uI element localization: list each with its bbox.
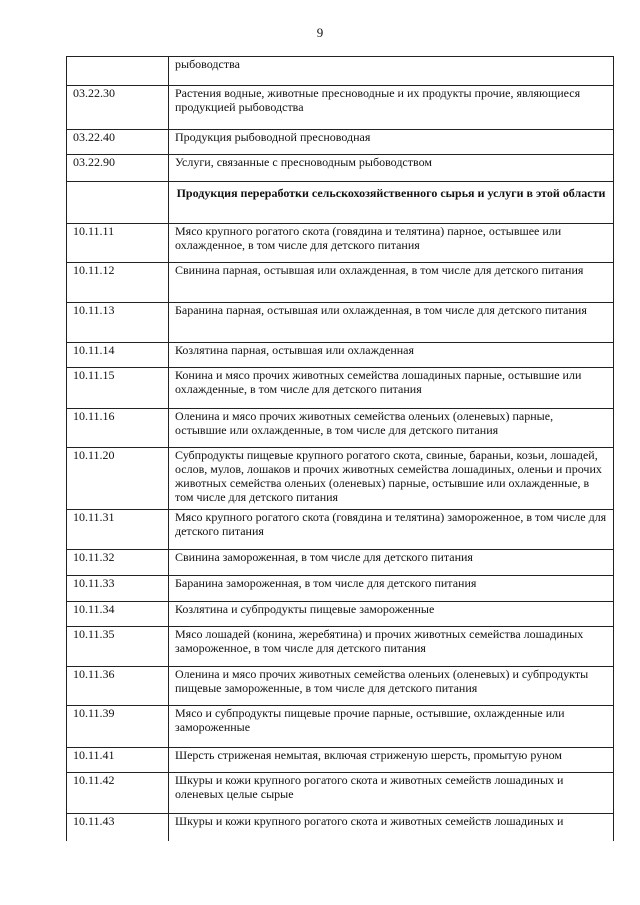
- description-cell: Услуги, связанные с пресноводным рыбоводством: [169, 155, 614, 182]
- description-cell: Мясо лошадей (конина, жеребятина) и прочих животных семейства лошадиных замороженное, в том числе для детского питания: [169, 627, 614, 667]
- code-cell: 10.11.35: [67, 627, 169, 667]
- description-cell: Оленина и мясо прочих животных семейства оленьих (оленевых) и субпродукты пищевые замороженные, в том числе для детского питания: [169, 667, 614, 706]
- code-cell: 10.11.20: [67, 448, 169, 510]
- table-row: [67, 627, 614, 667]
- description-cell: Баранина замороженная, в том числе для детского питания: [169, 576, 614, 602]
- table-row: [67, 130, 614, 155]
- code-cell: [67, 182, 169, 224]
- code-cell: 10.11.14: [67, 343, 169, 368]
- description-cell: Конина и мясо прочих животных семейства лошадиных парные, остывшие или охлажденные, в том числе для детского питания: [169, 368, 614, 409]
- code-cell: 10.11.11: [67, 224, 169, 263]
- okpd-code-table: [66, 56, 614, 841]
- table-row: [67, 510, 614, 550]
- table-row: [67, 814, 614, 841]
- table-row: [67, 155, 614, 182]
- description-cell: Растения водные, животные пресноводные и их продукты прочие, являющиеся продукцией рыбоводства: [169, 86, 614, 130]
- table-row: [67, 667, 614, 706]
- code-cell: 10.11.16: [67, 409, 169, 448]
- code-cell: 10.11.31: [67, 510, 169, 550]
- page-number: 9: [316, 25, 324, 40]
- description-cell: Шкуры и кожи крупного рогатого скота и животных семейств лошадиных и оленевых целые сырые: [169, 773, 614, 814]
- code-cell: 10.11.36: [67, 667, 169, 706]
- code-cell: 03.22.40: [67, 130, 169, 155]
- table-row: [67, 224, 614, 263]
- code-cell: 10.11.33: [67, 576, 169, 602]
- code-cell: 10.11.12: [67, 263, 169, 303]
- code-cell: 10.11.43: [67, 814, 169, 841]
- table-row: [67, 368, 614, 409]
- table-row: [67, 550, 614, 576]
- description-cell: Оленина и мясо прочих животных семейства оленьих (оленевых) парные, остывшие или охлажденные, в том числе для детского питания: [169, 409, 614, 448]
- code-cell: 10.11.42: [67, 773, 169, 814]
- code-cell: 10.11.15: [67, 368, 169, 409]
- description-cell: Продукция рыбоводной пресноводная: [169, 130, 614, 155]
- description-cell: Козлятина парная, остывшая или охлажденная: [169, 343, 614, 368]
- code-cell: 03.22.30: [67, 86, 169, 130]
- table-row: [67, 576, 614, 602]
- table-row: [67, 263, 614, 303]
- description-cell: Козлятина и субпродукты пищевые замороженные: [169, 602, 614, 627]
- table-row: [67, 602, 614, 627]
- code-cell: 10.11.13: [67, 303, 169, 343]
- description-cell: Шерсть стриженая немытая, включая стриженую шерсть, промытую руном: [169, 748, 614, 773]
- code-cell: 10.11.39: [67, 706, 169, 748]
- description-cell: Мясо крупного рогатого скота (говядина и телятина) замороженное, в том числе для детского питания: [169, 510, 614, 550]
- table-row: [67, 748, 614, 773]
- code-cell: 10.11.34: [67, 602, 169, 627]
- table-row: [67, 57, 614, 86]
- code-cell: [67, 57, 169, 86]
- description-cell: Мясо крупного рогатого скота (говядина и телятина) парное, остывшее или охлажденное, в том числе для детского питания: [169, 224, 614, 263]
- section-heading: Продукция переработки сельскохозяйственного сырья и услуги в этой области: [169, 182, 614, 224]
- description-cell: Свинина парная, остывшая или охлажденная, в том числе для детского питания: [169, 263, 614, 303]
- table-row: [67, 773, 614, 814]
- description-cell: Свинина замороженная, в том числе для детского питания: [169, 550, 614, 576]
- table-row: [67, 343, 614, 368]
- table-row: [67, 86, 614, 130]
- code-cell: 10.11.41: [67, 748, 169, 773]
- description-cell: Мясо и субпродукты пищевые прочие парные, остывшие, охлажденные или замороженные: [169, 706, 614, 748]
- description-cell: Субпродукты пищевые крупного рогатого скота, свиные, бараньи, козьи, лошадей, ослов, мулов, лошаков и прочих животных семейства лошадиных, оленьи и прочих животных семейства оленьих (оленевых) парные, остывшие или охлажденные, в том числе для детского питания: [169, 448, 614, 510]
- table-row: [67, 448, 614, 510]
- table-row: [67, 303, 614, 343]
- code-cell: 03.22.90: [67, 155, 169, 182]
- code-cell: 10.11.32: [67, 550, 169, 576]
- description-cell: Баранина парная, остывшая или охлажденная, в том числе для детского питания: [169, 303, 614, 343]
- table-row: [67, 409, 614, 448]
- description-cell: рыбоводства: [169, 57, 614, 86]
- description-cell: Шкуры и кожи крупного рогатого скота и животных семейств лошадиных и: [169, 814, 614, 841]
- table-row: [67, 706, 614, 748]
- table-row: [67, 182, 614, 224]
